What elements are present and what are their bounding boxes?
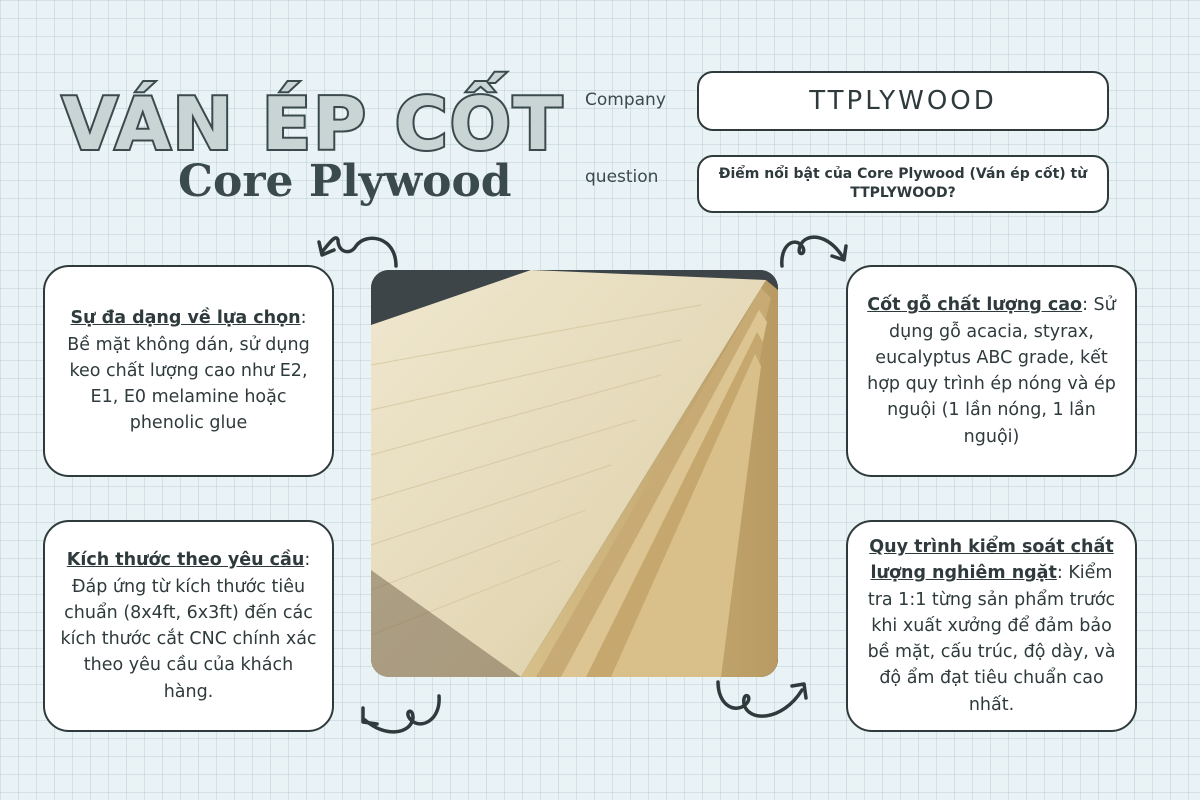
card-body: : Bề mặt không dán, sử dụng keo chất lượng cao như E2, E1, E0 melamine hoặc phenolic glue [67,308,310,434]
curved-arrow-icon [712,676,812,726]
title-main: VÁN ÉP CỐT [62,82,565,166]
card-text [59,305,318,436]
card-text [862,292,1121,450]
card-selection-variety [43,265,334,477]
question-label: question [585,167,659,187]
plywood-photo [371,270,778,677]
card-heading: Kích thước theo yêu cầu [66,550,305,571]
curved-arrow-icon [772,228,852,272]
company-box [697,71,1109,131]
card-core-quality [846,265,1137,477]
card-text [862,534,1121,718]
question-value: Điểm nổi bật của Core Plywood (Ván ép cốt) từ TTPLYWOOD? [718,166,1088,201]
card-body: : Kiểm tra 1:1 từng sản phẩm trước khi xuất xưởng để đảm bảo bề mặt, cấu trúc, độ dày, và độ ẩm đạt tiêu chuẩn cao nhất. [867,563,1116,715]
card-custom-size [43,520,334,732]
card-body: : Đáp ứng từ kích thước tiêu chuẩn (8x4ft, 6x3ft) đến các kích thước cắt CNC chính xác theo yêu cầu của khách hàng. [60,550,317,702]
question-box [697,155,1109,213]
card-heading: Sự đa dạng về lựa chọn [70,308,301,329]
curved-arrow-icon [316,228,406,272]
card-heading: Cốt gỗ chất lượng cao [867,295,1083,316]
card-body: : Sử dụng gỗ acacia, styrax, eucalyptus ABC grade, kết hợp quy trình ép nóng và ép nguội (1 lần nóng, 1 lần nguội) [867,295,1116,447]
curved-arrow-icon [355,690,445,742]
card-quality-control [846,520,1137,732]
company-label: Company [585,90,666,110]
company-value: TTPLYWOOD [809,86,997,116]
title-sub: Core Plywood [178,156,512,207]
card-text [59,547,318,705]
card-heading: Quy trình kiểm soát chất lượng nghiêm ngặt [869,537,1114,584]
plywood-stack-image [371,270,778,677]
